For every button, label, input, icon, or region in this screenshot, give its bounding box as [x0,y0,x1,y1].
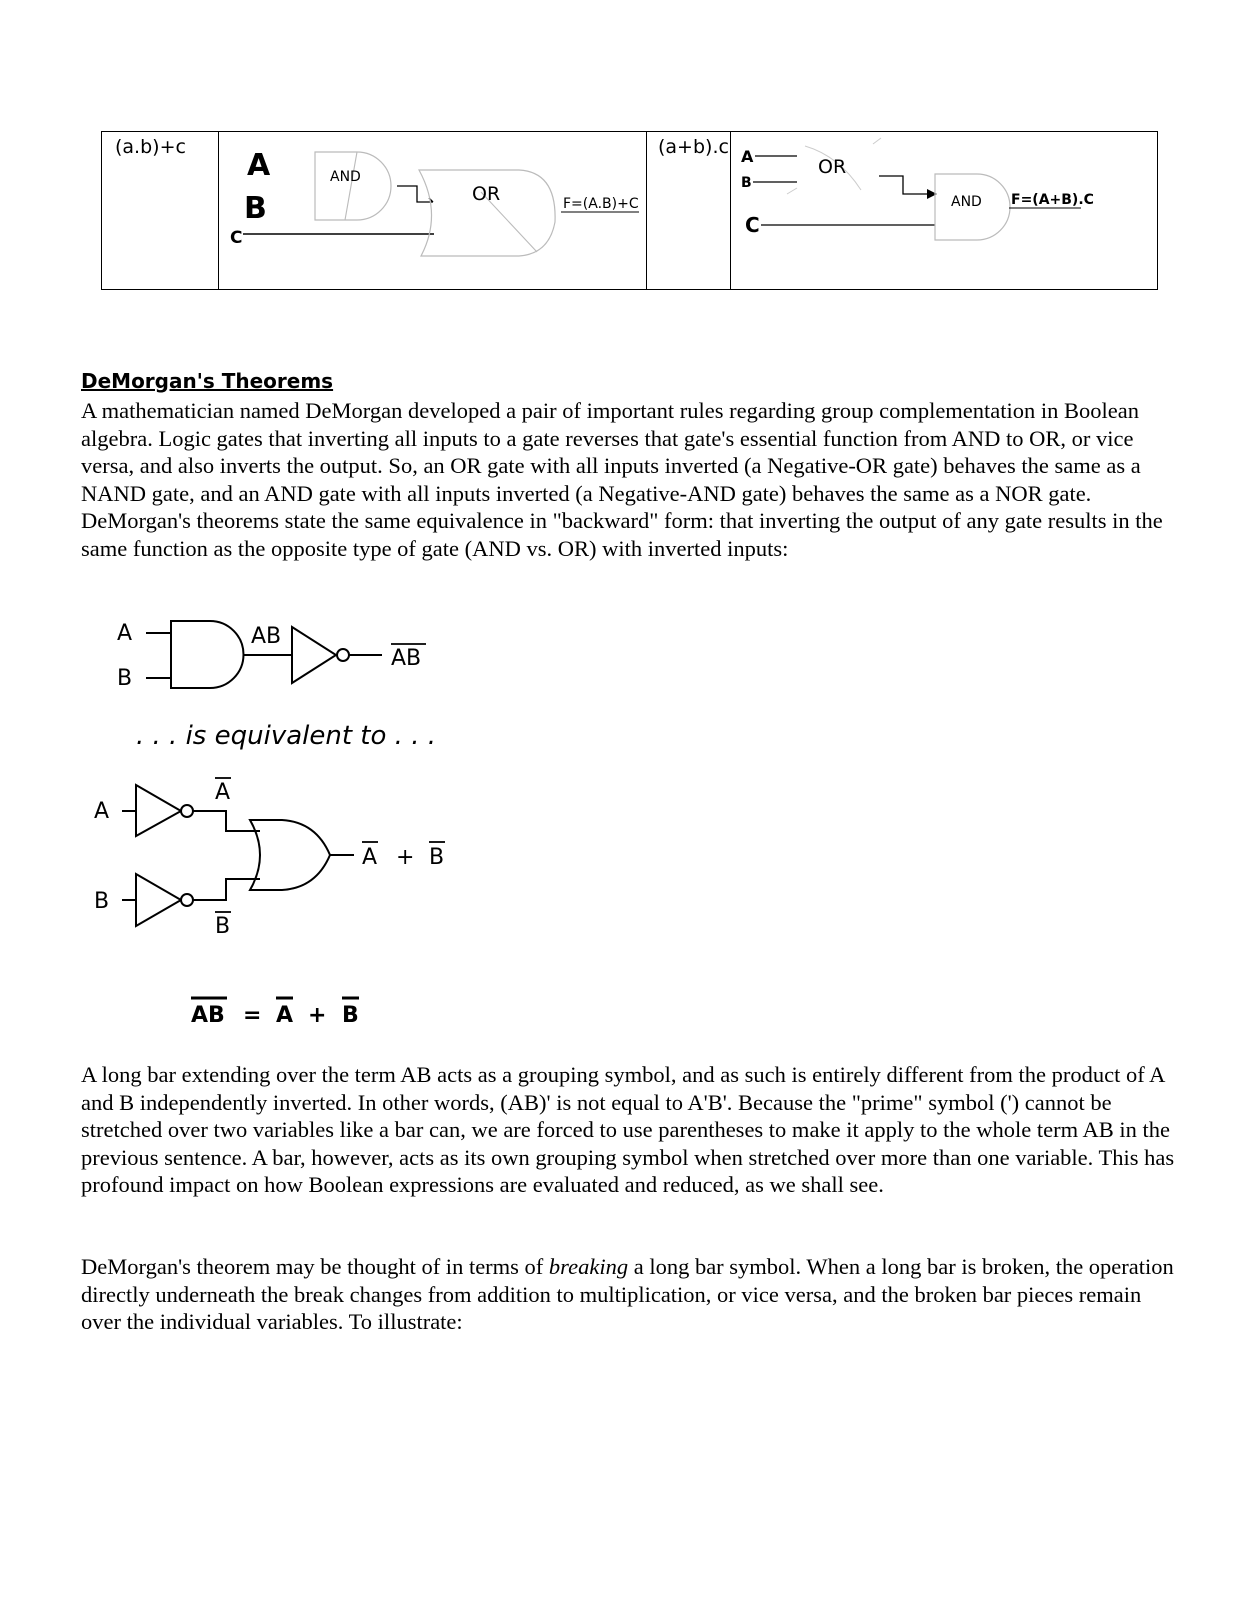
and-output-label: AB [251,624,282,649]
not-b-label: B [215,914,231,939]
circuit2-input-c: C [745,213,760,237]
circuit-and-or [219,132,645,289]
circuit2-gate1-label: OR [818,156,847,178]
circuit2-gate2-label: AND [951,194,982,210]
sum-b-label: B [429,845,445,870]
expr-cell-1: (a.b)+c [115,136,186,158]
sum-a-label: A [362,845,378,870]
circuit1-and-slash [345,152,357,220]
not-a-label: A [215,780,231,805]
paragraph-grouping: A long bar extending over the term AB acts as a grouping symbol, and as such is entirely different from the product of A and B independently inverted. In other words, (AB)' is not equal to A'B'. Because the "prime" symbol (') cannot be stretched over two variables like a bar can, we are forced to use parentheses to make it apply to the whole term AB in the previous sentence. A bar, however, acts as its own grouping symbol when stretched over more than one variable. This has profound impact on how Boolean expressions are evaluated and reduced, as we shall see. [81,1062,1175,1197]
para3-end: a long bar symbol. When a long bar is broken, the operation directly underneath the break changes from addition to multiplication, or vice versa, and the broken bar pieces remain over the individual variables. To illustrate: [81,1254,1174,1334]
inverter-a-bubble [181,805,193,817]
cell-divider-2 [646,132,647,289]
demorgan-figure [80,600,500,1040]
sum-plus: + [396,845,415,870]
not-bubble [337,649,349,661]
circuit1-input-b: B [244,191,267,226]
inverter-b-bubble [181,894,193,906]
inverter-a [136,785,181,836]
circuit1-gate1-label: AND [330,169,361,185]
nand-input-a: A [117,621,133,646]
circuit1-output-label: F=(A.B)+C [563,196,639,212]
or-gate [250,820,330,890]
expr-cell-2: (a+b).c [658,136,729,158]
circuit1-input-a: A [247,148,271,183]
and-gate [171,621,244,688]
equation-lhs: AB [191,1003,225,1028]
nand-input-b: B [117,666,133,691]
inverter-b [136,874,181,926]
paragraph-intro: A mathematician named DeMorgan developed a pair of important rules regarding group complementation in Boolean algebra. Logic gates that inverting all inputs to a gate reverses that gate's essential function from AND to OR, or vice versa, and also inverts the output. So, an OR gate with all inputs inverted (a Negative-OR gate) behaves the same as a NAND gate, and an AND gate with all inputs inverted (a Negative-AND gate) behaves the same as a NOR gate. DeMorgan's theorems state the same equivalence in "backward" form: that inverting the output of any gate results in the same function as the opposite type of gate (AND vs. OR) with inverted inputs: [81,398,1163,561]
section-heading: DeMorgan's Theorems [81,369,334,393]
para3-emphasis: breaking [548,1254,629,1279]
circuit2-output-label: F=(A+B).C [1011,192,1094,208]
circuit-or-and [731,132,1157,289]
or-input-b: B [94,889,110,914]
or-input-a: A [94,799,110,824]
circuit1-gate2-label: OR [472,183,501,205]
paragraph-breaking-bar [81,1253,1176,1336]
circuit2-input-b: B [741,175,752,191]
nand-output-label: AB [391,646,422,671]
not-gate [292,627,336,683]
circuit1-input-c: C [230,228,243,248]
circuit1-and-gate [315,152,391,220]
equation-b: B [342,1003,359,1028]
circuit2-input-a: A [741,147,754,166]
equation-plus: + [308,1003,327,1028]
circuit2-wire-or-and [879,176,927,194]
equation-a: A [276,1003,294,1028]
para3-start: DeMorgan's theorem may be thought of in terms of [81,1254,549,1279]
equivalence-caption: . . . is equivalent to . . . [136,721,436,751]
equation-equals: = [243,1003,262,1028]
